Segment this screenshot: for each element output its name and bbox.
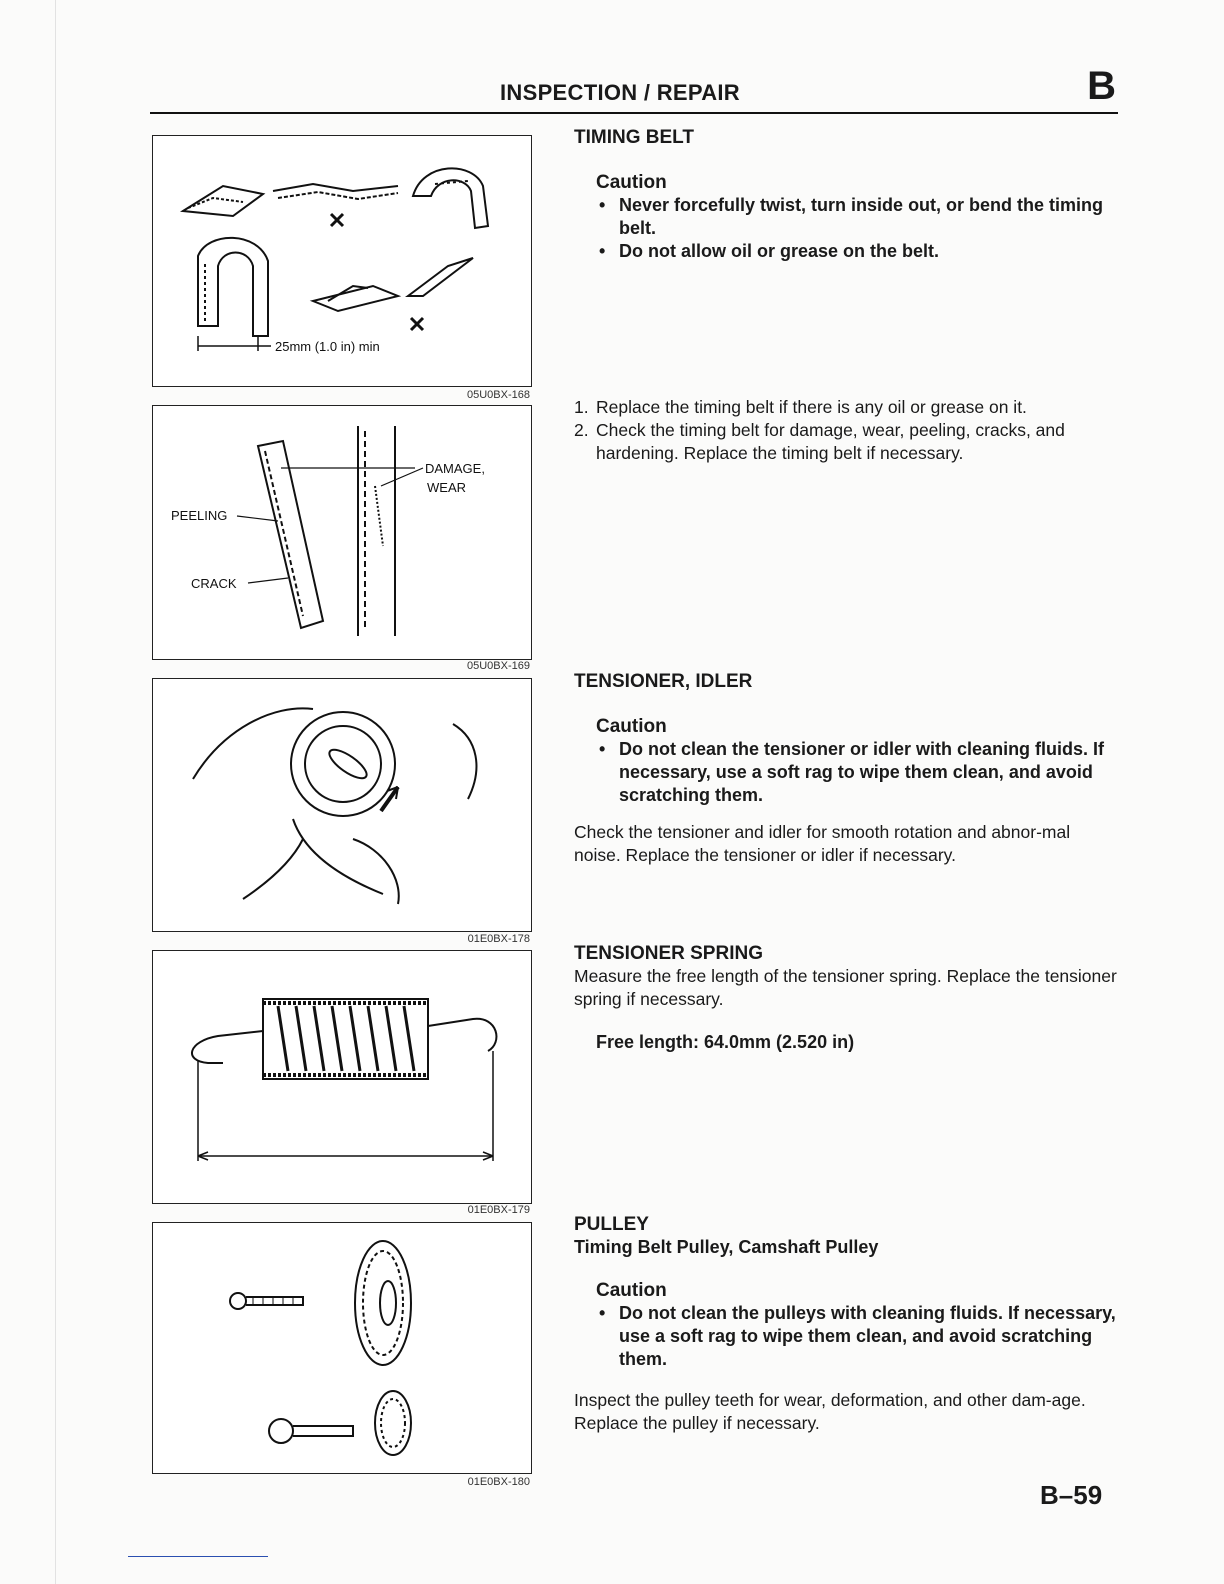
- tensioner-idler-text: Check the tensioner and idler for smooth rotation and abnor-mal noise. Replace the tensioner or idler if necessary.: [574, 822, 1071, 865]
- tensioner-spring-text: Measure the free length of the tensioner spring. Replace the tensioner spring if necessary.: [574, 966, 1117, 1009]
- tensioner-idler-section: [574, 670, 1118, 867]
- caution-list: [574, 1302, 1118, 1371]
- step-text: Check the timing belt for damage, wear, peeling, cracks, and hardening. Replace the timing belt if necessary.: [596, 420, 1065, 463]
- step-number: 1.: [574, 397, 589, 417]
- binding-margin-line: [55, 0, 56, 1584]
- belt-handling-illustration: [153, 136, 531, 386]
- pulley-section: [574, 1213, 1118, 1435]
- caution-title: Caution: [596, 1280, 667, 1301]
- footer-rule: [128, 1556, 268, 1557]
- figure-belt-damage: [152, 405, 532, 660]
- figure-pulleys: [152, 1222, 532, 1474]
- pulleys-illustration: [153, 1223, 531, 1473]
- pulley-text: Inspect the pulley teeth for wear, deformation, and other dam-age. Replace the pulley if necessary.: [574, 1390, 1086, 1433]
- page-number: B–59: [1040, 1480, 1103, 1510]
- caution-title: Caution: [596, 172, 667, 193]
- step-item: [574, 396, 1118, 419]
- figure-code: 01E0BX-180: [467, 1476, 530, 1488]
- caution-list: [574, 194, 1118, 263]
- step-item: [574, 419, 1118, 465]
- wear-label: WEAR: [427, 480, 466, 495]
- page-title: INSPECTION / REPAIR: [500, 80, 740, 105]
- caution-item: • Do not allow oil or grease on the belt.: [596, 240, 1118, 263]
- tensioner-spring-heading: TENSIONER SPRING: [574, 943, 763, 964]
- figure-code: 05U0BX-169: [467, 660, 530, 672]
- peeling-label: PEELING: [171, 508, 228, 523]
- pulley-subheading: Timing Belt Pulley, Camshaft Pulley: [574, 1237, 879, 1257]
- tensioner-idler-heading: TENSIONER, IDLER: [574, 671, 753, 692]
- caution-title: Caution: [596, 716, 667, 737]
- figure-belt-handling: [152, 135, 532, 387]
- min-width-label: 25mm (1.0 in) min: [275, 339, 380, 354]
- tensioner-check-illustration: [153, 679, 531, 931]
- figure-tensioner-spring: [152, 950, 532, 1204]
- caution-list: [574, 738, 1118, 807]
- caution-item: • Do not clean the pulleys with cleaning fluids. If necessary, use a soft rag to wipe them clean, and avoid scratching them.: [596, 1302, 1118, 1371]
- figure-tensioner-check: [152, 678, 532, 932]
- crack-label: CRACK: [191, 576, 237, 591]
- step-text: Replace the timing belt if there is any oil or grease on it.: [596, 397, 1027, 417]
- caution-item: • Do not clean the tensioner or idler with cleaning fluids. If necessary, use a soft rag to wipe them clean, and avoid scratching them.: [596, 738, 1118, 807]
- damage-label: DAMAGE,: [425, 461, 485, 476]
- figure-code: 01E0BX-179: [467, 1204, 530, 1216]
- timing-belt-section: [574, 126, 1118, 263]
- belt-damage-illustration: [153, 406, 531, 659]
- tensioner-spring-section: [574, 942, 1118, 1054]
- pulley-heading: PULLEY: [574, 1214, 649, 1235]
- timing-belt-steps: [574, 396, 1118, 465]
- step-number: 2.: [574, 420, 589, 440]
- page-header: [150, 64, 1118, 114]
- tensioner-spring-illustration: [153, 951, 531, 1203]
- timing-belt-heading: TIMING BELT: [574, 127, 694, 148]
- free-length-spec: Free length: 64.0mm (2.520 in): [596, 1032, 855, 1052]
- caution-item: • Never forcefully twist, turn inside out, or bend the timing belt.: [596, 194, 1118, 240]
- section-letter: B: [1087, 64, 1116, 108]
- figure-code: 01E0BX-178: [467, 933, 530, 945]
- step-list: [574, 396, 1118, 465]
- figure-code: 05U0BX-168: [467, 389, 530, 401]
